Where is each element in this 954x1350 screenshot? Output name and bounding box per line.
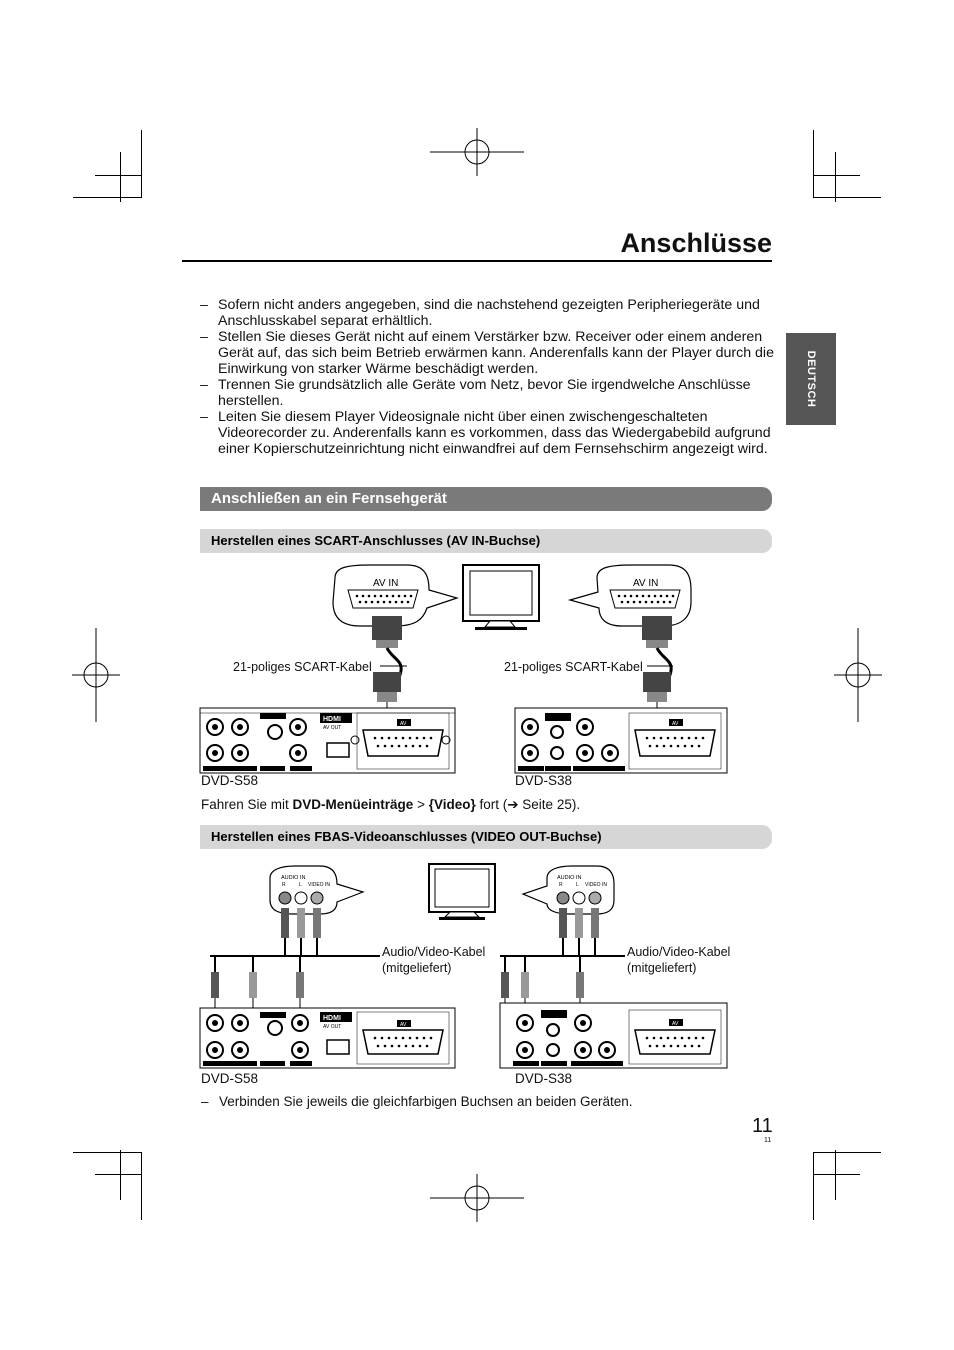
bullet-item: – Trennen Sie grundsätzlich alle Geräte vom Netz, bevor Sie irgendwelche Anschlüsse herstellen.	[200, 377, 775, 409]
scart-cable-label-right: 21-poliges SCART-Kabel	[504, 660, 643, 674]
model-label-dvd-s38: DVD-S38	[515, 1071, 573, 1086]
dvd-s58-rear-panel	[200, 1008, 455, 1068]
page-number: 11	[752, 1115, 773, 1137]
registration-mark-bottom	[430, 1174, 524, 1222]
page-number-small: 11	[764, 1137, 772, 1144]
title-rule	[182, 260, 772, 262]
bullet-item: – Leiten Sie diesem Player Videosignale nicht über einen zwischengeschalteten Videorecorder zu. Anderenfalls kann es vorkommen, dass das Wiedergabebild aufgrund einer Kopierschutzeinrichtung nicht einwandfrei auf dem Fernsehschirm angezeigt wird.	[200, 409, 775, 457]
scart-callout-right	[570, 565, 691, 715]
av-cable-label-line2: (mitgeliefert)	[627, 961, 697, 975]
note-menu-item: {Video}	[428, 797, 476, 812]
av-in-label: AV IN	[633, 578, 659, 589]
section-heading: Anschließen an ein Fernsehgerät	[200, 487, 772, 511]
model-label-dvd-s58: DVD-S58	[201, 773, 259, 788]
av-cable-label-line2: (mitgeliefert)	[382, 961, 452, 975]
dvd-s38-rear-panel	[515, 708, 727, 773]
audio-r-label: R	[282, 882, 286, 888]
av-badge: AV	[400, 721, 407, 727]
av-cable-label-left	[382, 944, 485, 976]
dvd-s38-rear-panel	[500, 1003, 727, 1068]
page-title: Anschlüsse	[620, 228, 772, 258]
audio-l-label: L	[576, 882, 579, 888]
registration-mark-right	[834, 628, 882, 722]
av-cable-label-line1: Audio/Video-Kabel	[627, 945, 731, 959]
fbas-heading: Herstellen eines FBAS-Videoanschlusses (VIDEO OUT-Buchse)	[200, 825, 772, 849]
audio-l-label: L	[299, 882, 302, 888]
av-cable-label-line1: Audio/Video-Kabel	[382, 945, 486, 959]
scart-callout-left	[333, 565, 457, 715]
av-badge: AV	[400, 1022, 407, 1028]
note-menu-name: DVD-Menüeinträge	[292, 797, 414, 812]
av-out-label: AV OUT	[323, 1024, 342, 1030]
av-out-label: AV OUT	[323, 725, 342, 731]
model-label-dvd-s38: DVD-S38	[515, 773, 573, 788]
hdmi-logo: HDMI	[323, 716, 341, 723]
dvd-s58-rear-panel	[200, 708, 455, 773]
av-in-label: AV IN	[373, 578, 399, 589]
note-separator: >	[413, 797, 429, 812]
video-in-label: VIDEO IN	[585, 882, 607, 888]
av-cable-label-right	[627, 944, 730, 976]
intro-bullet-list	[200, 297, 775, 457]
matching-colors-text: Verbinden Sie jeweils die gleichfarbigen Buchsen an beiden Geräten.	[219, 1094, 633, 1109]
audio-in-label: AUDIO IN	[557, 875, 582, 881]
hdmi-logo: HDMI	[323, 1015, 341, 1022]
bullet-item: – Sofern nicht anders angegeben, sind die nachstehend gezeigten Peripheriegeräte und Anschlusskabel separat erhältlich.	[200, 297, 775, 329]
language-tab-label: DEUTSCH	[805, 350, 817, 408]
matching-colors-note: – Verbinden Sie jeweils die gleichfarbigen Buchsen an beiden Geräten.	[201, 1094, 633, 1109]
scart-heading: Herstellen eines SCART-Anschlusses (AV IN-Buchse)	[200, 529, 772, 553]
video-in-label: VIDEO IN	[308, 882, 330, 888]
model-label-dvd-s58: DVD-S58	[201, 1071, 259, 1086]
audio-in-label: AUDIO IN	[281, 875, 306, 881]
registration-mark-top	[430, 128, 524, 176]
note-prefix: Fahren Sie mit	[201, 797, 293, 812]
bullet-item: – Stellen Sie dieses Gerät nicht auf einem Verstärker bzw. Receiver oder einem anderen Gerät auf, das sich beim Betrieb erwärmen kann. Anderenfalls kann der Player durch die Einwirkung von starker Wärme beschädigt werden.	[200, 329, 775, 377]
tv-icon	[429, 864, 495, 920]
av-badge: AV	[672, 1021, 679, 1027]
video-menu-note	[201, 797, 580, 813]
av-badge: AV	[672, 721, 679, 727]
note-suffix: fort (➔ Seite 25).	[475, 797, 581, 812]
audio-r-label: R	[559, 882, 563, 888]
scart-cable-label-left: 21-poliges SCART-Kabel	[233, 660, 372, 674]
registration-mark-left	[72, 628, 120, 722]
tv-icon	[463, 565, 539, 630]
language-tab	[786, 333, 836, 425]
